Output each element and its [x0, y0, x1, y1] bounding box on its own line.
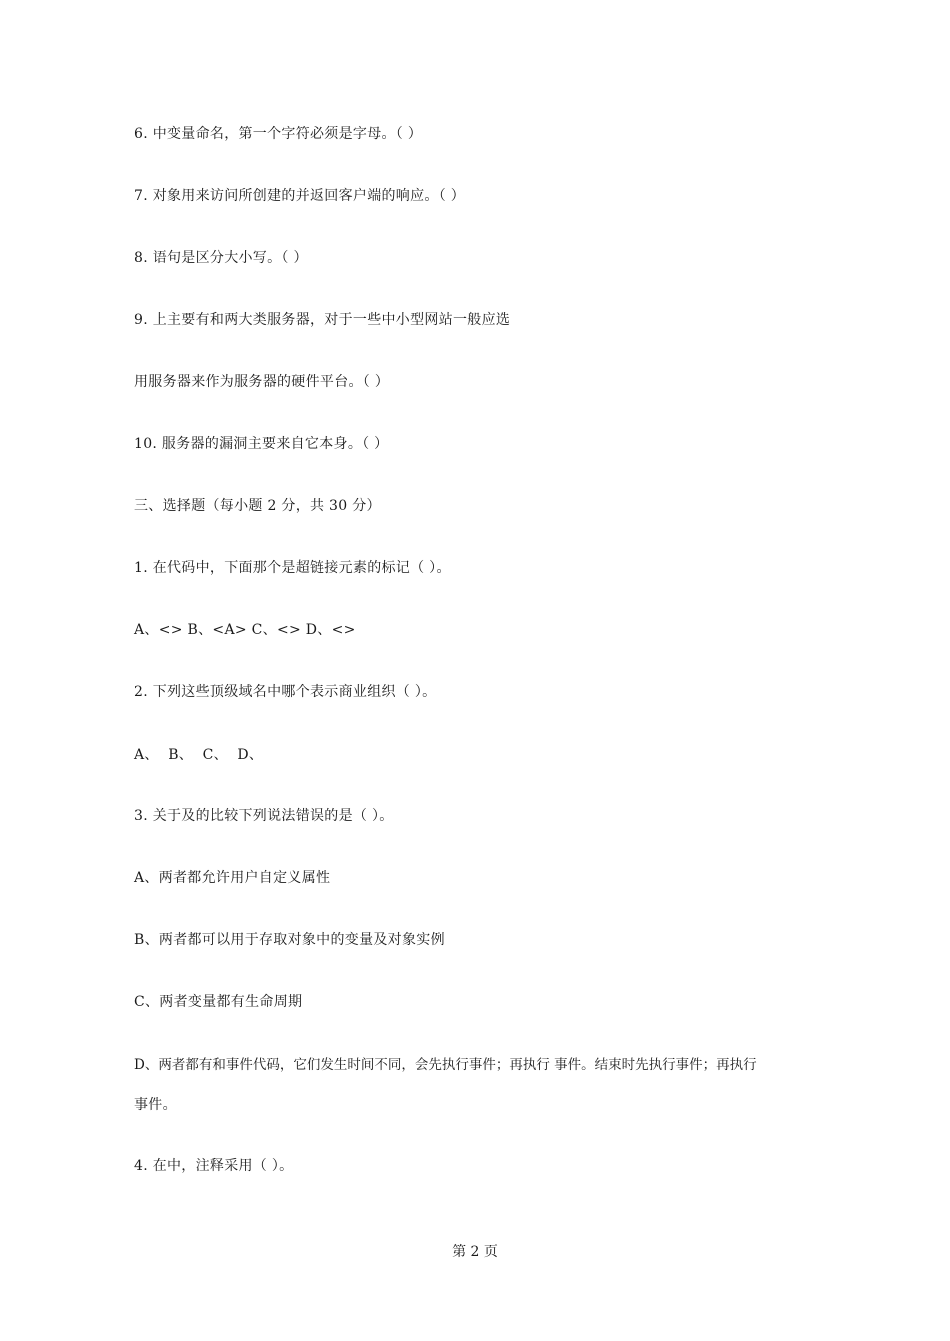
choice-options-2: A、 B、 C、 D、 — [134, 747, 264, 763]
choice-question-1: 1. 在代码中，下面那个是超链接元素的标记（ ）。 — [134, 560, 451, 576]
choice-question-3: 3. 关于及的比较下列说法错误的是（ ）。 — [134, 808, 394, 824]
question-line-7: 7. 对象用来访问所创建的并返回客户端的响应。（ ） — [134, 188, 466, 204]
choice-option-3b: B、两者都可以用于存取对象中的变量及对象实例 — [134, 932, 445, 948]
page-number: 第 2 页 — [452, 1244, 498, 1260]
question-line-9: 9. 上主要有和两大类服务器，对于一些中小型网站一般应选 — [134, 312, 511, 328]
choice-option-3d: D、两者都有和事件代码，它们发生时间不同，会先执行事件；再执行 事件。结束时先执行事件；再执行 — [134, 1057, 757, 1073]
question-line-10: 10. 服务器的漏洞主要来自它本身。（ ） — [134, 436, 389, 452]
question-line-6: 6. 中变量命名，第一个字符必须是字母。（ ） — [134, 126, 423, 142]
choice-option-3d-continued: 事件。 — [134, 1097, 177, 1113]
question-line-9-continued: 用服务器来作为服务器的硬件平台。（ ） — [134, 374, 390, 390]
choice-options-1: A、<> B、<A> C、<> D、<> — [134, 622, 356, 638]
choice-option-3c: C、两者变量都有生命周期 — [134, 994, 303, 1010]
choice-question-2: 2. 下列这些顶级域名中哪个表示商业组织（ ）。 — [134, 684, 437, 700]
section-heading: 三、选择题（每小题 2 分，共 30 分） — [134, 498, 381, 514]
choice-question-4: 4. 在中，注释采用（ ）。 — [134, 1158, 294, 1174]
question-line-8: 8. 语句是区分大小写。（ ） — [134, 250, 308, 266]
choice-option-3a: A、两者都允许用户自定义属性 — [134, 870, 331, 886]
